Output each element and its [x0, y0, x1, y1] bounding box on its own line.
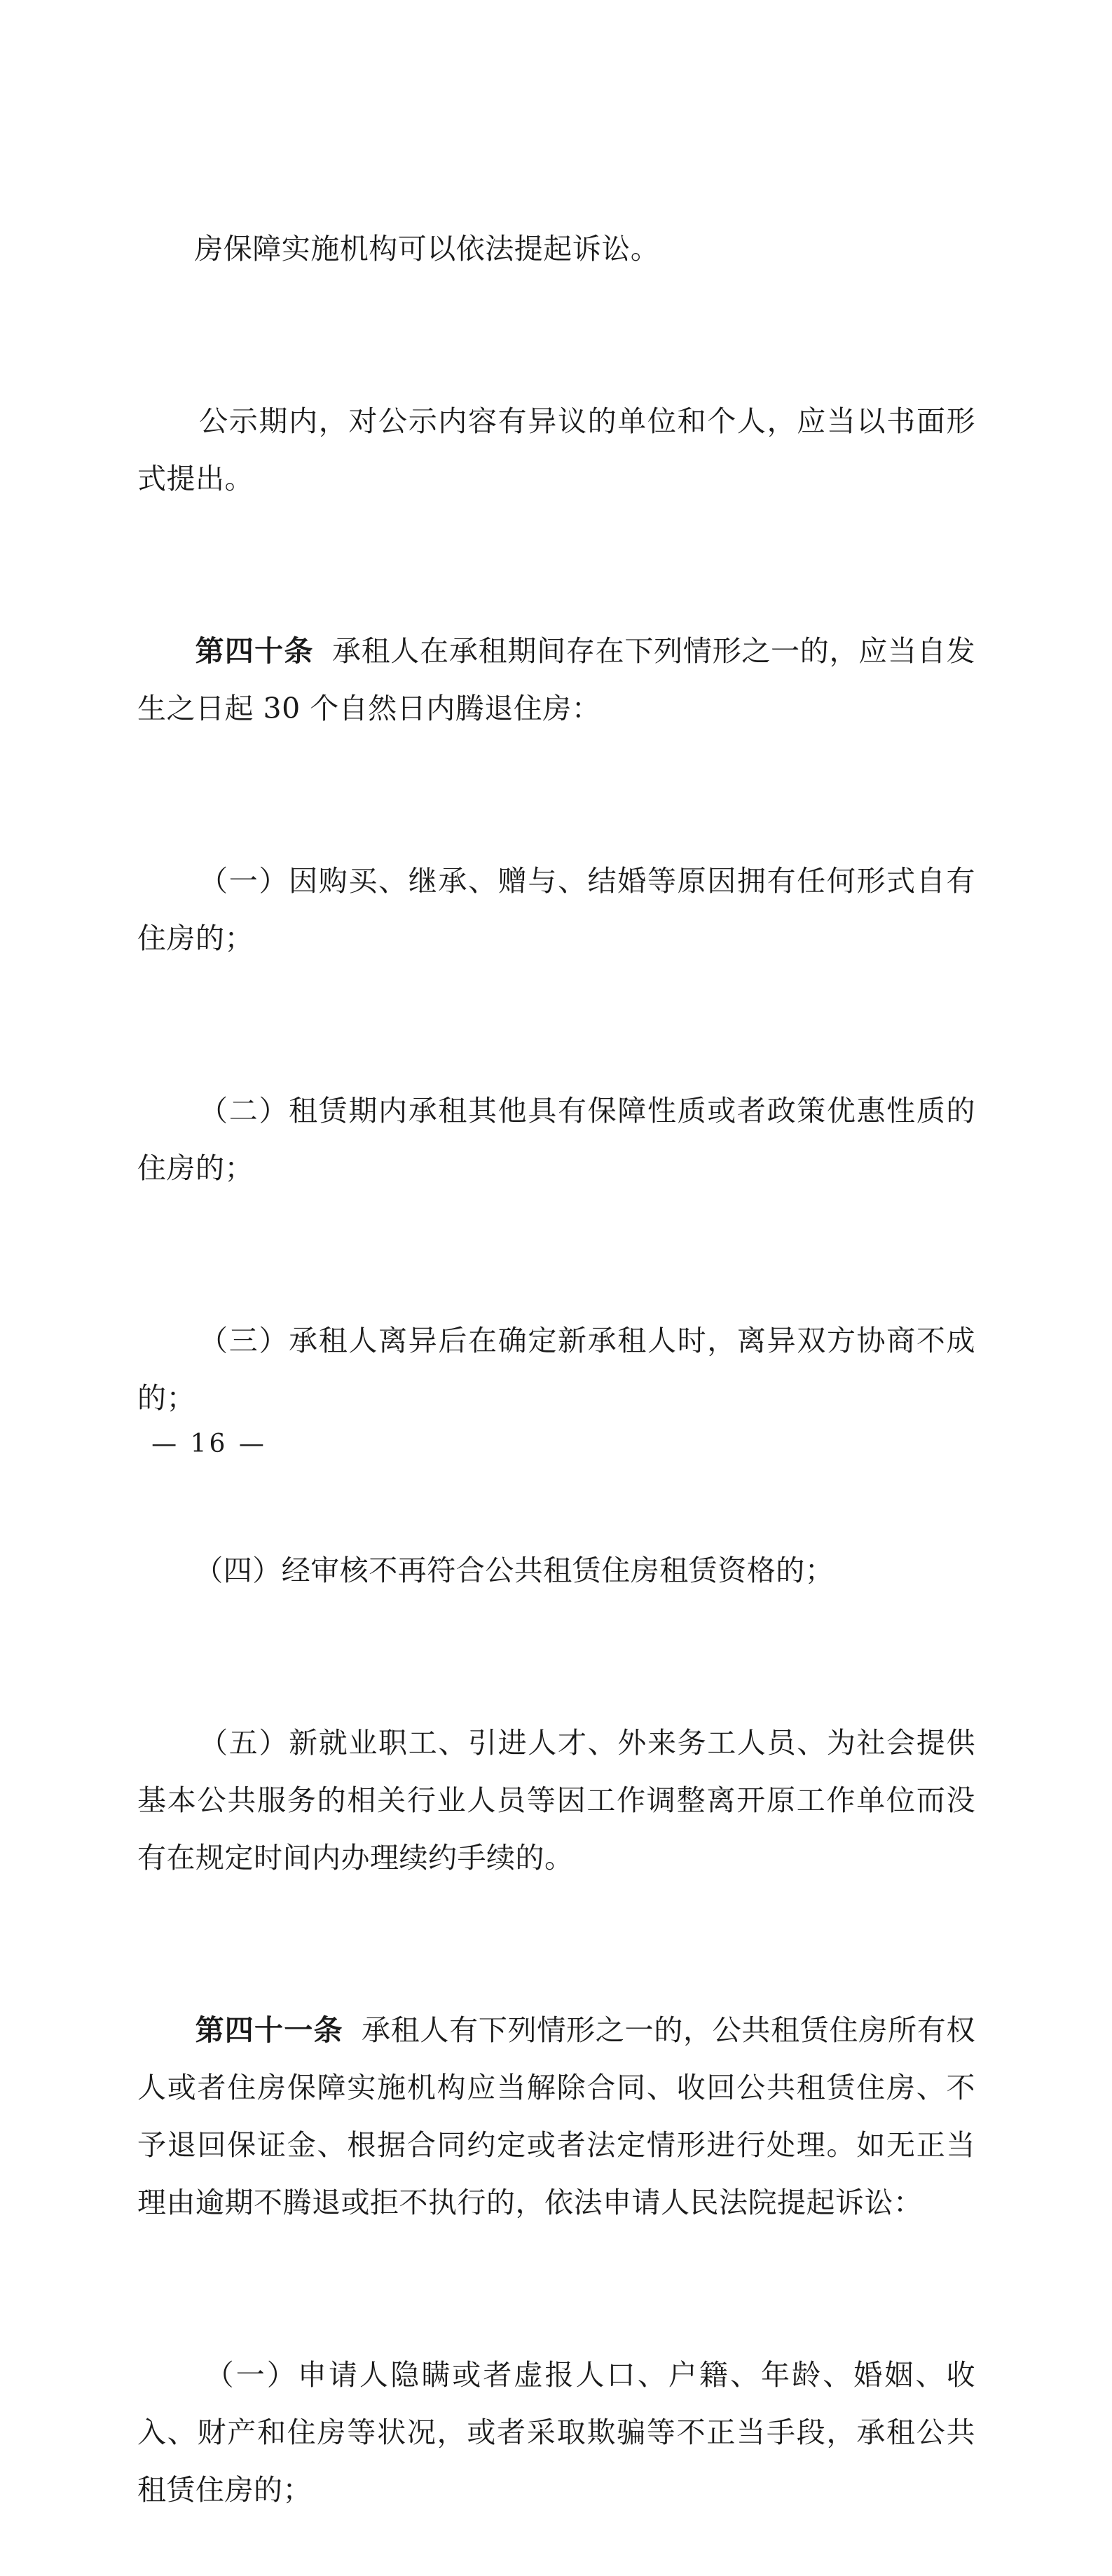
paragraph-item-4: [137, 1484, 975, 1657]
paragraph-item-1: [137, 795, 975, 1025]
article-paragraph-40: [137, 565, 975, 795]
article-label: 第四十一条: [195, 2013, 343, 2047]
paragraph-text: （一）申请人隐瞒或者虚报人口、户籍、年龄、婚姻、收入、财产和住房等状况，或者采取欺骗等不正当手段，承租公共租赁住房的；: [137, 2358, 975, 2507]
paragraph-item-2: [137, 1025, 975, 1254]
paragraph: [137, 163, 975, 335]
paragraph-text: （四）经审核不再符合公共租赁住房租赁资格的；: [194, 1554, 835, 1587]
paragraph-text: （二）租赁期内承租其他具有保障性质或者政策优惠性质的住房的；: [137, 1094, 975, 1185]
page-footer: [0, 1430, 1112, 1458]
paragraph-text: 承租人在承租期间存在下列情形之一的，应当自发生之日起 30 个自然日内腾退住房：: [137, 634, 976, 725]
document-body: [137, 163, 975, 2576]
paragraph-text: （一）因购买、继承、赠与、结婚等原因拥有任何形式自有住房的；: [137, 864, 975, 955]
paragraph-text: 公示期内，对公示内容有异议的单位和个人，应当以书面形式提出。: [137, 404, 975, 495]
paragraph-text: 房保障实施机构可以依法提起诉讼。: [194, 232, 660, 266]
article-label: 第四十条: [195, 634, 314, 668]
paragraph-item-5: [137, 1657, 975, 1944]
paragraph-text: （三）承租人离异后在确定新承租人时，离异双方协商不成的；: [137, 1324, 975, 1415]
article-paragraph-41: [137, 1944, 975, 2289]
paragraph-text: 承租人有下列情形之一的，公共租赁住房所有权人或者住房保障实施机构应当解除合同、收回公共租赁住房、不予退回保证金、根据合同约定或者法定情形进行处理。如无正当理由逾期不腾退或拒不执行的，依法申请人民法院提起诉讼：: [137, 2013, 976, 2219]
paragraph-item-1b: [137, 2289, 975, 2576]
paragraph: [137, 335, 975, 565]
page-number: — 16 —: [151, 1430, 267, 1458]
paragraph-text: （五）新就业职工、引进人才、外来务工人员、为社会提供基本公共服务的相关行业人员等因工作调整离开原工作单位而没有在规定时间内办理续约手续的。: [137, 1726, 975, 1875]
